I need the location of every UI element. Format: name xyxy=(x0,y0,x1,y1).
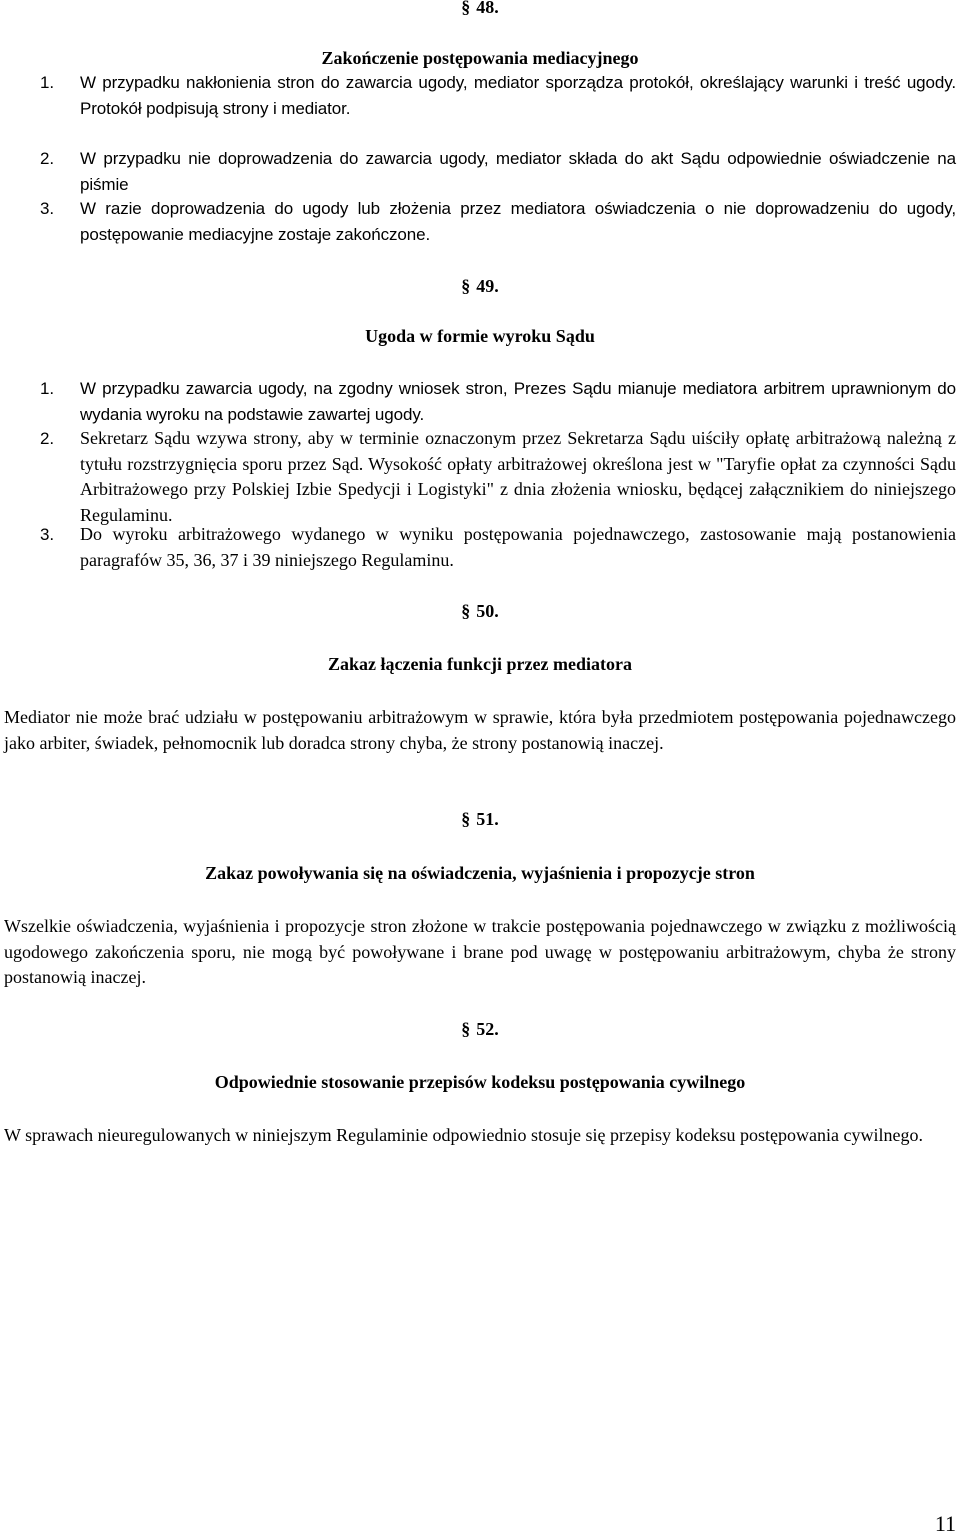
section-49-title: Ugoda w formie wyroku Sądu xyxy=(365,326,595,346)
section-51-number xyxy=(0,808,960,830)
section-48-title: Zakończenie postępowania mediacyjnego xyxy=(321,48,639,68)
item-number: 2. xyxy=(40,429,54,448)
section-52-number xyxy=(0,1018,960,1040)
item-number: 2. xyxy=(40,149,54,168)
item-number: 3. xyxy=(40,199,54,218)
section-49-item-1 xyxy=(40,376,956,427)
item-text: W przypadku zawarcia ugody, na zgodny wniosek stron, Prezes Sądu mianuje mediatora arbitrem uprawnionym do wydania wyroku na podstawie zawartej ugody. xyxy=(80,379,956,424)
page-number: 11 xyxy=(934,1511,956,1536)
paragraph-symbol: § xyxy=(461,276,471,296)
section-48-item-3 xyxy=(40,196,956,247)
section-48-number xyxy=(0,0,960,18)
item-number: 3. xyxy=(40,525,54,544)
section-51-title: Zakaz powoływania się na oświadczenia, wyjaśnienia i propozycje stron xyxy=(205,863,755,883)
section-number-text: 51. xyxy=(476,809,499,829)
section-52-title: Odpowiednie stosowanie przepisów kodeksu postępowania cywilnego xyxy=(214,1072,746,1092)
section-number-text: 50. xyxy=(476,601,499,621)
paragraph-symbol: § xyxy=(461,0,471,17)
section-50-number xyxy=(0,600,960,622)
section-number-text: 48. xyxy=(476,0,499,17)
section-number-text: 49. xyxy=(476,276,499,296)
section-49-number xyxy=(0,275,960,297)
section-50-title: Zakaz łączenia funkcji przez mediatora xyxy=(328,654,632,674)
section-number-text: 52. xyxy=(476,1019,499,1039)
section-48-item-2 xyxy=(40,146,956,197)
paragraph-symbol: § xyxy=(461,1019,471,1039)
section-51-body: Wszelkie oświadczenia, wyjaśnienia i propozycje stron złożone w trakcie postępowania pojednawczego w związku z możliwością ugodowego zakończenia sporu, nie mogą być powoływane i brane pod uwagę w postępowaniu arbitrażowym, chyba że strony postanowią inaczej. xyxy=(4,916,956,987)
section-48-item-1 xyxy=(40,70,956,121)
item-text: W przypadku nie doprowadzenia do zawarcia ugody, mediator składa do akt Sądu odpowiednie oświadczenie na piśmie xyxy=(80,149,956,194)
section-49-item-2 xyxy=(40,426,956,528)
section-49-item-3 xyxy=(40,522,956,573)
paragraph-symbol: § xyxy=(461,809,471,829)
item-text: W razie doprowadzenia do ugody lub złożenia przez mediatora oświadczenia o nie doprowadzeniu do ugody, postępowanie mediacyjne zostaje zakończone. xyxy=(80,199,956,244)
item-text: Do wyroku arbitrażowego wydanego w wyniku postępowania pojednawczego, zastosowanie mają postanowienia paragrafów 35, 36, 37 i 39 niniejszego Regulaminu. xyxy=(80,524,956,570)
item-text: W przypadku nakłonienia stron do zawarcia ugody, mediator sporządza protokół, określający warunki i treść ugody. Protokół podpisują strony i mediator. xyxy=(80,73,956,118)
item-number: 1. xyxy=(40,73,54,92)
section-50-body: Mediator nie może brać udziału w postępowaniu arbitrażowym w sprawie, która była przedmiotem postępowania pojednawczego jako arbiter, świadek, pełnomocnik lub doradca strony chyba, że strony postanowią inaczej. xyxy=(4,707,956,753)
item-number: 1. xyxy=(40,379,54,398)
paragraph-symbol: § xyxy=(461,601,471,621)
item-text: Sekretarz Sądu wzywa strony, aby w terminie oznaczonym przez Sekretarza Sądu uiściły opłatę arbitrażową należną z tytułu rozstrzygnięcia sporu przez Sąd. Wysokość opłaty arbitrażowej określona jest w "Taryfie opłat za czynności Sądu Arbitrażowego przy Polskiej Izbie Spedycji i Logistyki" z dnia złożenia wniosku, będącej załącznikiem do niniejszego Regulaminu. xyxy=(80,428,956,525)
section-52-body: W sprawach nieuregulowanych w niniejszym Regulaminie odpowiednio stosuje się przepisy kodeksu postępowania cywilnego. xyxy=(4,1125,923,1145)
